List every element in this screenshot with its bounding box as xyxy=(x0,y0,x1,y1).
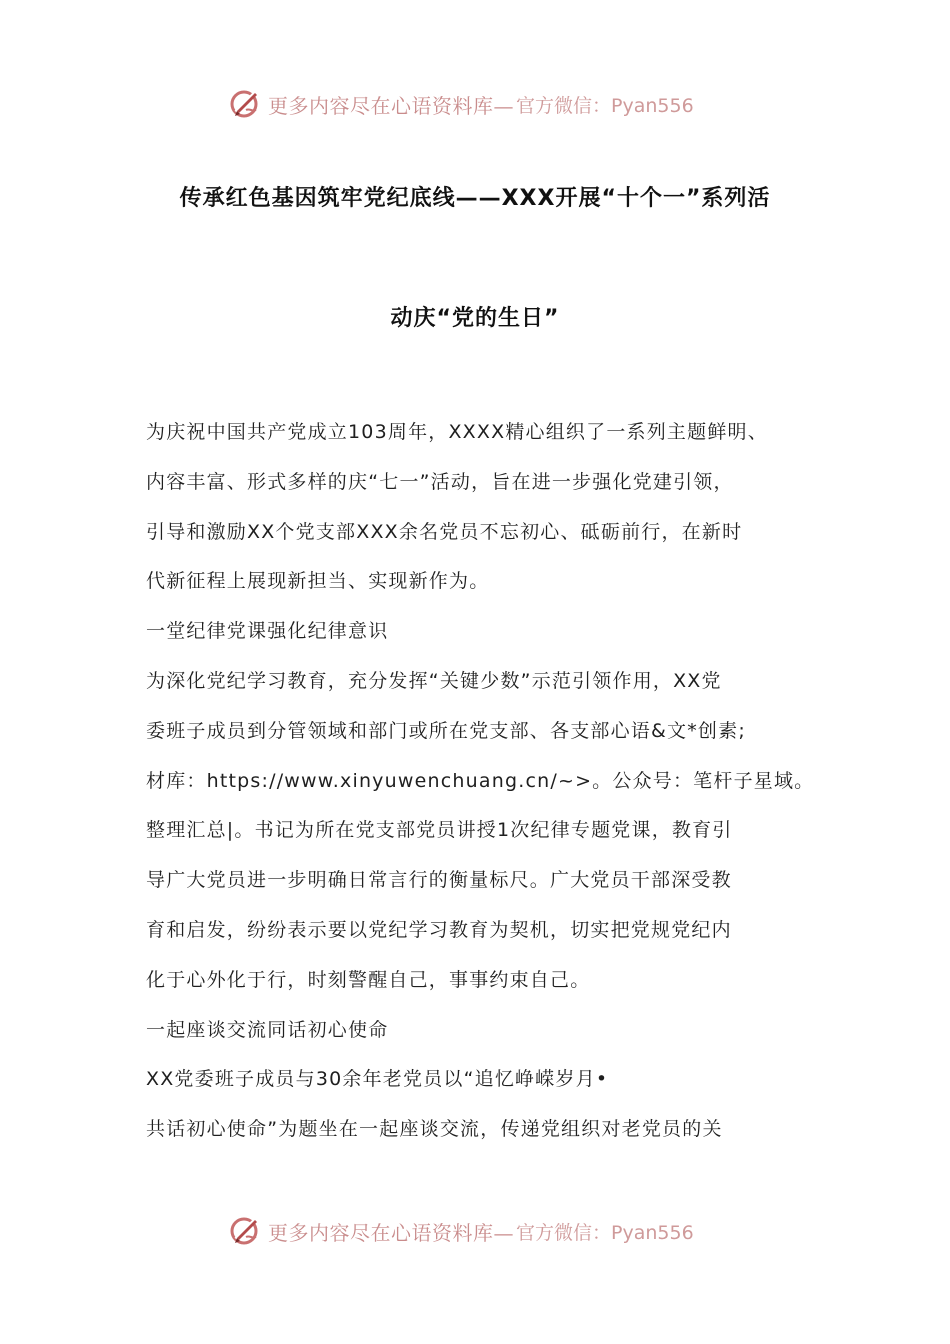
banner-brand-text: 更多内容尽在心语资料库— xyxy=(268,1220,514,1245)
section-heading: 一堂纪律党课强化纪律意识 xyxy=(146,620,389,643)
banner-brand-text: 更多内容尽在心语资料库— xyxy=(268,93,514,118)
body-line: 引导和激励XX个党支部XXX余名党员不忘初心、砥砺前行，在新时 xyxy=(146,520,743,543)
pen-swirl-logo-icon xyxy=(228,86,264,122)
body-line: 化于心外化于行，时刻警醒自己，事事约束自己。 xyxy=(146,968,591,991)
body-line: 代新征程上展现新担当、实现新作为。 xyxy=(146,570,490,593)
body-line: 内容丰富、形式多样的庆“七一”活动，旨在进一步强化党建引领， xyxy=(146,470,734,493)
body-line: 材库：https://www.xinyuwenchuang.cn/~>。公众号：笔杆子星域。 xyxy=(146,769,815,792)
document-body xyxy=(146,408,826,1155)
body-line: 共话初心使命”为题坐在一起座谈交流，传递党组织对老党员的关 xyxy=(146,1118,723,1141)
body-line: 育和启发，纷纷表示要以党纪学习教育为契机，切实把党规党纪内 xyxy=(146,918,732,941)
header-banner xyxy=(228,84,694,124)
document-title-line-1: 传承红色基因筑牢党纪底线——XXX开展“十个一”系列活 xyxy=(179,186,771,211)
body-line: XX党委班子成员与30余年老党员以“追忆峥嵘岁月• xyxy=(146,1068,609,1091)
pen-swirl-logo-icon xyxy=(228,1213,264,1249)
footer-banner xyxy=(228,1211,694,1251)
body-line: 为庆祝中国共产党成立103周年，XXXX精心组织了一系列主题鲜明、 xyxy=(146,421,768,443)
section-heading: 一起座谈交流同话初心使命 xyxy=(146,1018,389,1041)
body-line: 导广大党员进一步明确日常言行的衡量标尺。广大党员干部深受教 xyxy=(146,869,732,892)
body-line: 为深化党纪学习教育，充分发挥“关键少数”示范引领作用，XX党 xyxy=(146,669,722,692)
document-title-line-2: 动庆“党的生日” xyxy=(390,306,560,331)
banner-wechat-text: 官方微信：Pyan556 xyxy=(516,1221,694,1244)
body-line: 委班子成员到分管领域和部门或所在党支部、各支部心语&文*创素; xyxy=(146,719,746,742)
body-line: 整理汇总|。书记为所在党支部党员讲授1次纪律专题党课，教育引 xyxy=(146,819,733,842)
banner-wechat-text: 官方微信：Pyan556 xyxy=(516,94,694,117)
